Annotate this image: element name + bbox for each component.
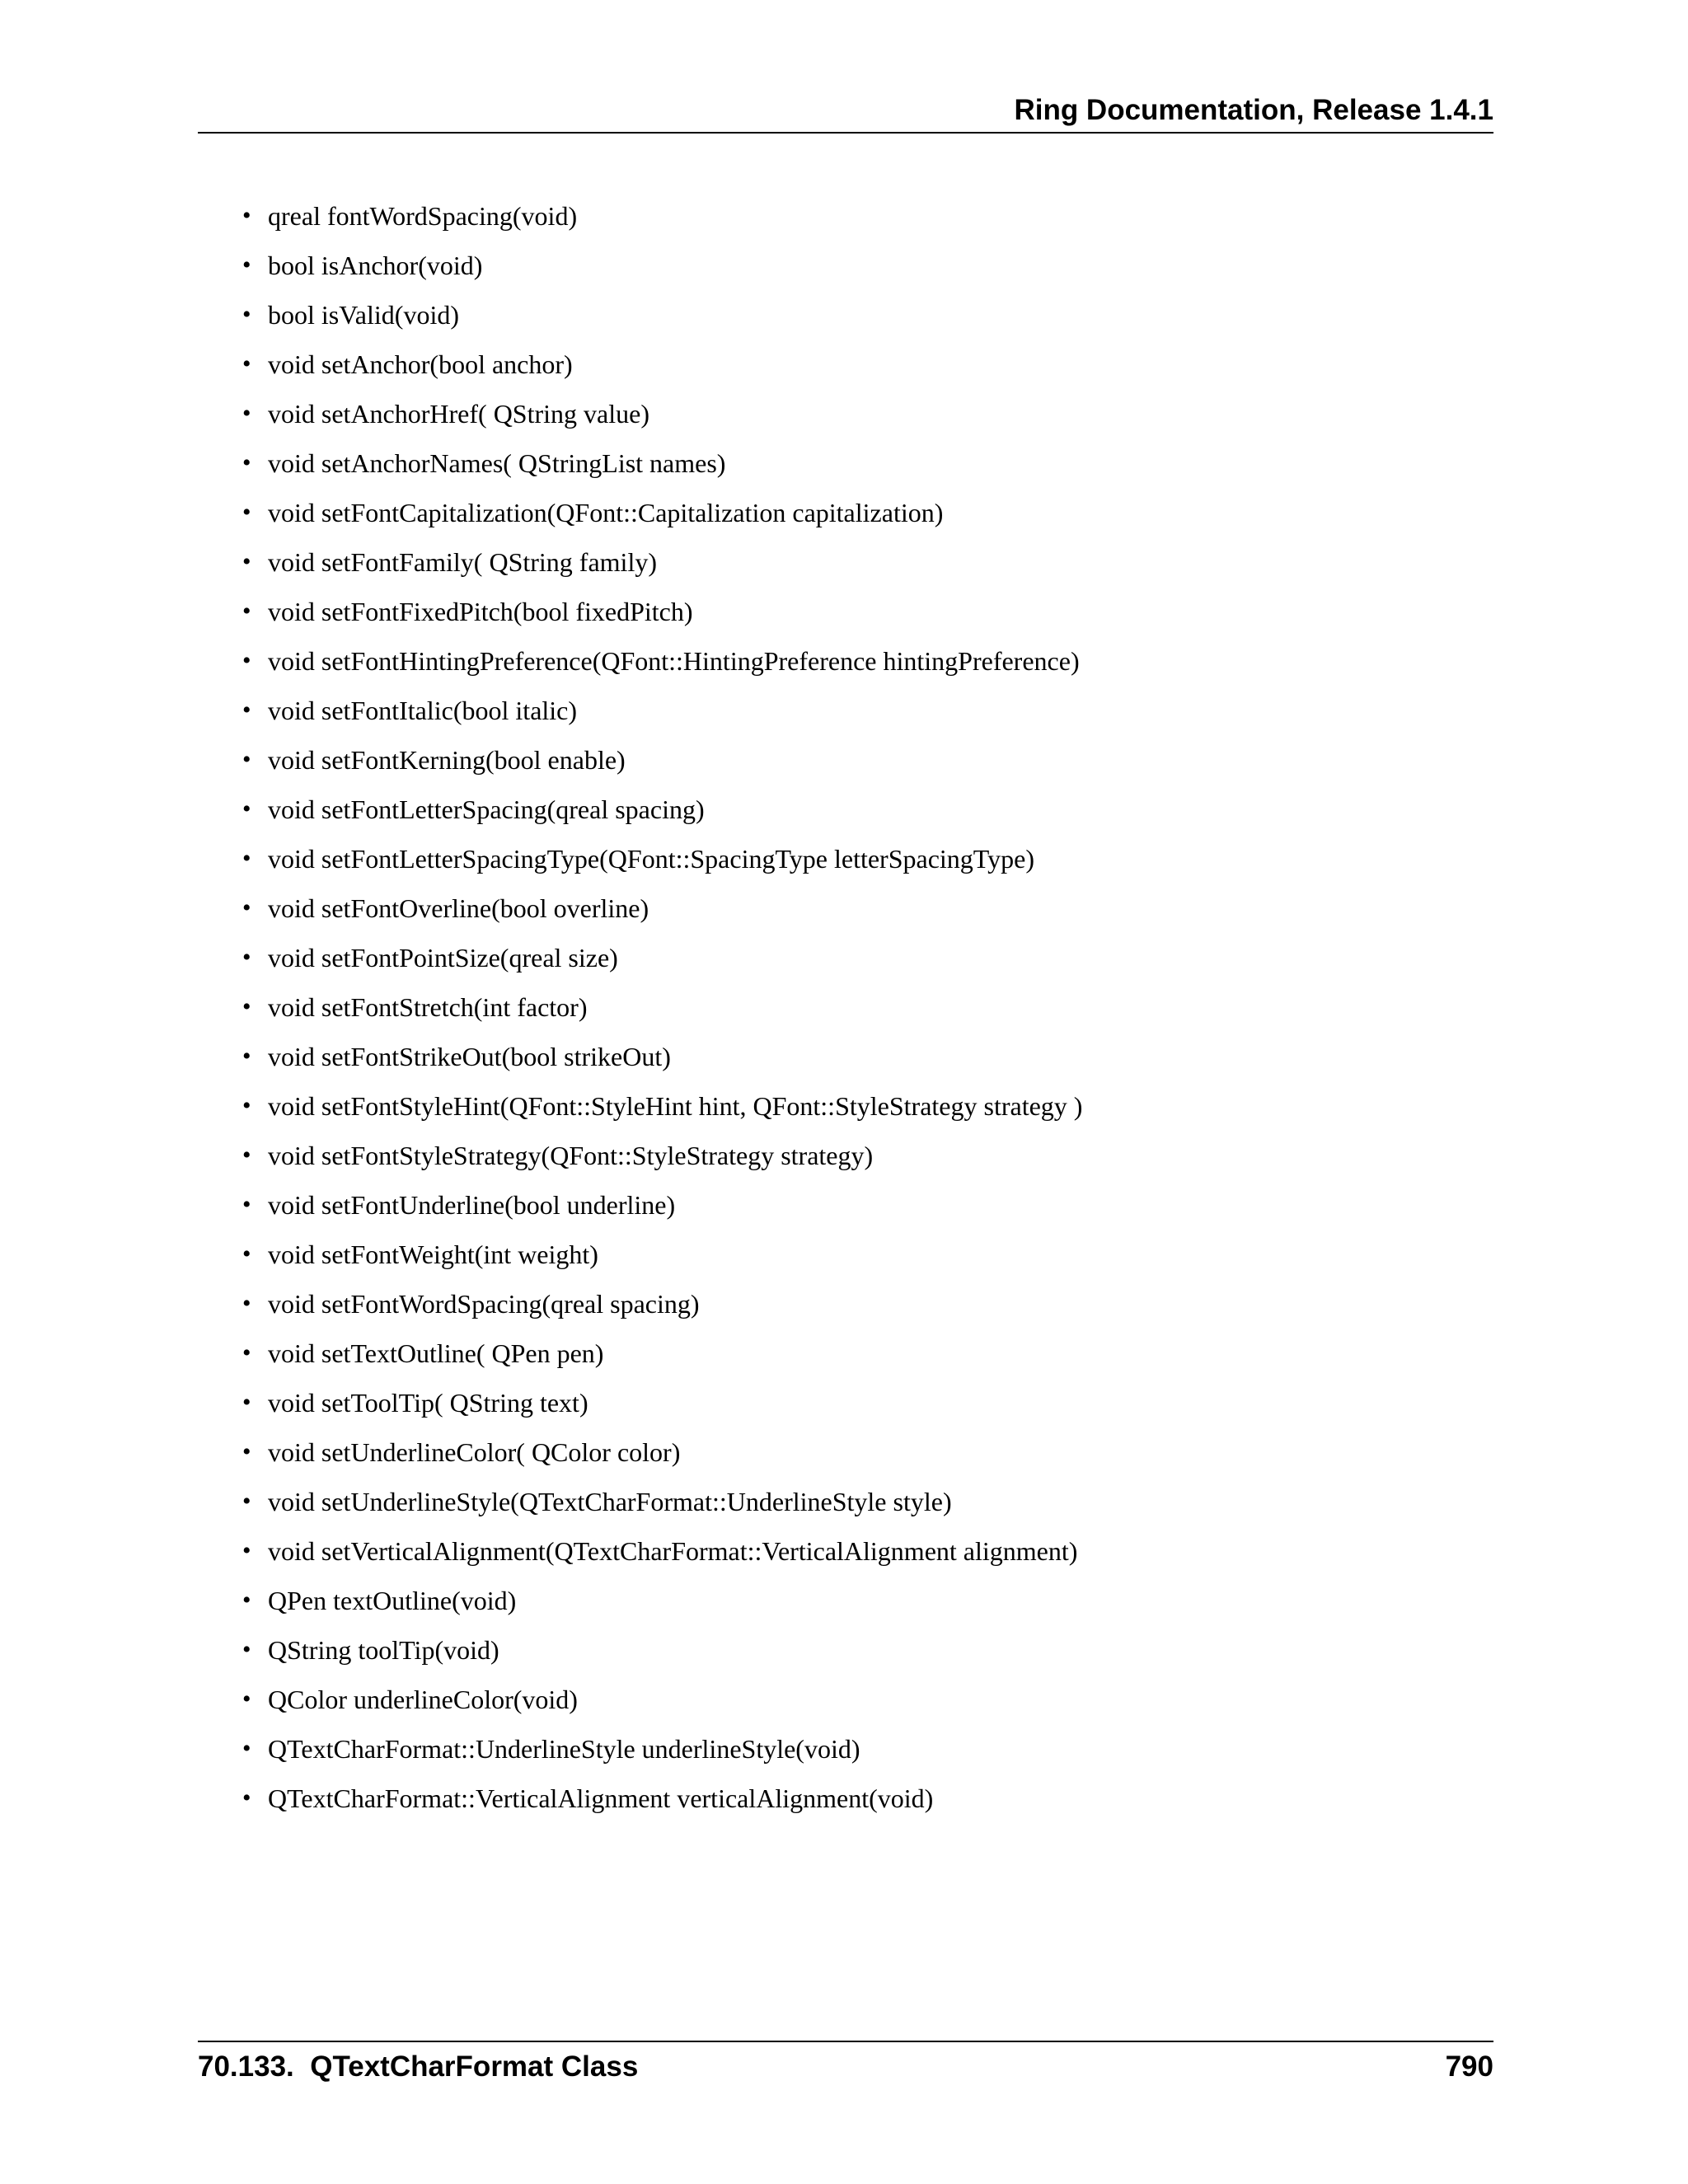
method-signature: void setFontLetterSpacingType(QFont::SpacingType letterSpacingType) <box>268 844 1034 874</box>
bullet-icon: • <box>242 696 251 724</box>
method-signature: void setUnderlineColor( QColor color) <box>268 1437 681 1467</box>
method-signature: QString toolTip(void) <box>268 1635 499 1665</box>
bullet-icon: • <box>242 746 251 773</box>
method-signature: QPen textOutline(void) <box>268 1586 517 1615</box>
method-list-item <box>239 1038 1082 1088</box>
method-signature: void setFontWeight(int weight) <box>268 1240 598 1269</box>
bullet-icon: • <box>242 1043 251 1070</box>
bullet-icon: • <box>242 1389 251 1416</box>
bullet-icon: • <box>242 1339 251 1366</box>
method-signature: void setTextOutline( QPen pen) <box>268 1338 604 1368</box>
bullet-icon: • <box>242 845 251 872</box>
method-list-item <box>239 445 1082 494</box>
method-list-item <box>239 890 1082 940</box>
method-signature: QColor underlineColor(void) <box>268 1685 578 1714</box>
method-signature: bool isAnchor(void) <box>268 251 483 280</box>
method-list <box>239 198 1082 1830</box>
method-list-item <box>239 692 1082 742</box>
method-list-item <box>239 198 1082 247</box>
bullet-icon: • <box>242 993 251 1020</box>
method-signature: QTextCharFormat::VerticalAlignment verticalAlignment(void) <box>268 1783 934 1813</box>
method-signature: void setFontHintingPreference(QFont::HintingPreference hintingPreference) <box>268 646 1080 676</box>
bullet-icon: • <box>242 1438 251 1465</box>
bullet-icon: • <box>242 795 251 823</box>
method-signature: void setFontLetterSpacing(qreal spacing) <box>268 794 705 824</box>
method-signature: void setFontStyleHint(QFont::StyleHint hint, QFont::StyleStrategy strategy ) <box>268 1091 1083 1121</box>
method-signature: void setFontPointSize(qreal size) <box>268 943 618 972</box>
method-list-item <box>239 346 1082 396</box>
section-title: 70.133. QTextCharFormat Class <box>198 2050 639 2083</box>
method-list-item <box>239 593 1082 643</box>
method-list-item <box>239 1681 1082 1731</box>
bullet-icon: • <box>242 1784 251 1811</box>
page-number: 790 <box>1445 2050 1493 2083</box>
bullet-icon: • <box>242 1240 251 1268</box>
bullet-icon: • <box>242 1537 251 1564</box>
bullet-icon: • <box>242 1191 251 1218</box>
bullet-icon: • <box>242 598 251 625</box>
bullet-icon: • <box>242 1141 251 1169</box>
method-list-item <box>239 544 1082 593</box>
method-signature: QTextCharFormat::UnderlineStyle underlineStyle(void) <box>268 1734 860 1764</box>
bullet-icon: • <box>242 499 251 526</box>
page-header <box>198 89 1493 134</box>
bullet-icon: • <box>242 1488 251 1515</box>
bullet-icon: • <box>242 251 251 279</box>
bullet-icon: • <box>242 350 251 377</box>
document-title: Ring Documentation, Release 1.4.1 <box>1014 94 1493 126</box>
method-signature: void setAnchorHref( QString value) <box>268 399 649 429</box>
method-signature: void setToolTip( QString text) <box>268 1388 588 1418</box>
method-signature: void setFontWordSpacing(qreal spacing) <box>268 1289 700 1319</box>
method-signature: void setFontCapitalization(QFont::Capitalization capitalization) <box>268 498 944 527</box>
method-list-item <box>239 1731 1082 1780</box>
method-list-item <box>239 1236 1082 1286</box>
method-list-item <box>239 1533 1082 1582</box>
method-signature: void setAnchorNames( QStringList names) <box>268 448 726 478</box>
method-signature: qreal fontWordSpacing(void) <box>268 201 578 231</box>
bullet-icon: • <box>242 1735 251 1762</box>
method-list-item <box>239 791 1082 841</box>
method-signature: void setUnderlineStyle(QTextCharFormat::UnderlineStyle style) <box>268 1487 952 1516</box>
method-list-item <box>239 396 1082 445</box>
method-list-item <box>239 841 1082 890</box>
bullet-icon: • <box>242 1636 251 1663</box>
method-list-item <box>239 1483 1082 1533</box>
bullet-icon: • <box>242 1586 251 1614</box>
bullet-icon: • <box>242 202 251 229</box>
method-signature: void setFontItalic(bool italic) <box>268 696 578 725</box>
method-list-item <box>239 989 1082 1038</box>
method-signature: void setFontStrikeOut(bool strikeOut) <box>268 1042 671 1071</box>
bullet-icon: • <box>242 1092 251 1119</box>
bullet-icon: • <box>242 301 251 328</box>
method-signature: void setFontFixedPitch(bool fixedPitch) <box>268 597 693 626</box>
bullet-icon: • <box>242 400 251 427</box>
method-signature: void setAnchor(bool anchor) <box>268 349 573 379</box>
bullet-icon: • <box>242 647 251 674</box>
method-list-item <box>239 494 1082 544</box>
method-signature: void setFontStyleStrategy(QFont::StyleStrategy strategy) <box>268 1141 874 1170</box>
method-list-item <box>239 1780 1082 1830</box>
method-signature: bool isValid(void) <box>268 300 459 330</box>
method-list-item <box>239 1335 1082 1385</box>
method-signature: void setFontStretch(int factor) <box>268 992 588 1022</box>
method-list-item <box>239 940 1082 989</box>
method-list-item <box>239 1632 1082 1681</box>
bullet-icon: • <box>242 449 251 476</box>
method-signature: void setFontKerning(bool enable) <box>268 745 626 775</box>
bullet-icon: • <box>242 1290 251 1317</box>
bullet-icon: • <box>242 548 251 575</box>
method-list-item <box>239 1582 1082 1632</box>
method-list-item <box>239 1286 1082 1335</box>
method-list-item <box>239 297 1082 346</box>
method-signature: void setFontUnderline(bool underline) <box>268 1190 676 1220</box>
page-footer <box>198 2041 1493 2092</box>
method-list-item <box>239 1434 1082 1483</box>
method-list-item <box>239 1187 1082 1236</box>
method-signature: void setVerticalAlignment(QTextCharFormat::VerticalAlignment alignment) <box>268 1536 1078 1566</box>
bullet-icon: • <box>242 944 251 971</box>
method-list-item <box>239 1385 1082 1434</box>
method-list-item <box>239 247 1082 297</box>
method-list-item <box>239 742 1082 791</box>
method-signature: void setFontFamily( QString family) <box>268 547 657 577</box>
method-list-item <box>239 1137 1082 1187</box>
method-signature: void setFontOverline(bool overline) <box>268 893 649 923</box>
bullet-icon: • <box>242 1685 251 1713</box>
method-list-item <box>239 1088 1082 1137</box>
method-list-item <box>239 643 1082 692</box>
bullet-icon: • <box>242 894 251 921</box>
